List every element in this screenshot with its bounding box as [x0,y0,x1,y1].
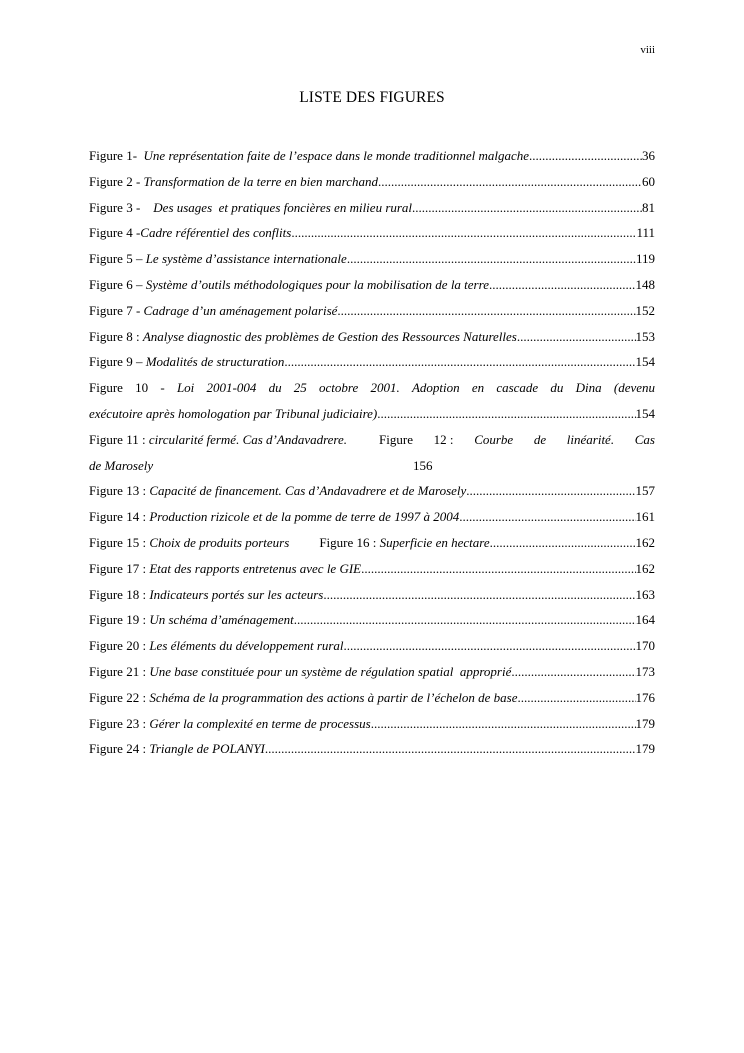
toc-entry-figure-10[interactable] [89,380,655,432]
entry-label: Figure 19 : [89,612,150,628]
entry-title: Etat des rapports entretenus avec le GIE [149,560,362,576]
word: 25 [293,380,307,396]
toc-entry-figure-24[interactable] [89,741,655,767]
dot-leader [337,303,635,319]
entry-title: Production rizicole et de la pomme de terre de 1997 à 2004 [149,509,460,525]
dot-leader [517,690,635,706]
word: 2001. [370,380,400,396]
page-title: LISTE DES FIGURES [299,89,445,106]
word: linéarité. [566,431,615,447]
entry-label: Figure 13 : [89,483,150,499]
entry-page: 162 [635,560,655,576]
entry-title: Schéma de la programmation des actions à partir de l’échelon de base [149,689,518,705]
toc-entry-figure-18[interactable] [89,587,655,613]
dot-leader [344,638,636,654]
entry-label: Figure 2 - [89,173,144,189]
entry-page: 164 [635,612,655,628]
entry-page: 119 [635,251,655,267]
entry-page: 60 [642,173,655,189]
entry-page: 81 [642,199,655,215]
dot-leader [466,483,635,499]
toc-entry-figure-19[interactable] [89,612,655,638]
entry-page: 156 [413,457,433,473]
entry-label: Figure 5 – [89,251,146,267]
entry-page: 152 [635,302,655,318]
entry-title: Système d’outils méthodologiques pour la mobilisation de la terre [145,276,489,292]
entry-page: 173 [635,663,655,679]
toc-entry-figure-21[interactable] [89,664,655,690]
entry-title: Un schéma d’aménagement [149,612,294,628]
entry-label: Figure 1- [89,148,144,163]
word: - [160,380,165,396]
entry-page: 176 [635,689,655,705]
entry-label: Figure 21 : [89,663,150,679]
entry-page: 148 [635,276,655,292]
dot-leader [291,225,636,241]
entry-page: 157 [635,483,655,499]
toc-entry-figure-14[interactable] [89,509,655,535]
word: de [533,431,547,447]
toc-entry-figure-7[interactable] [89,303,655,329]
word: Dina [575,380,602,396]
word: Figure [89,380,123,396]
entry-label: Figure 22 : [89,689,150,705]
word: Loi [176,380,195,396]
entry-label: Figure 8 : [89,328,143,344]
entry-title: Analyse diagnostic des problèmes de Gestion des Ressources Naturelles [142,328,517,344]
entry-title: Indicateurs portés sur les acteurs [149,586,324,602]
entry-label: Figure 3 - [89,199,154,215]
entry-title: Cadrage d’un aménagement polarisé [143,302,338,318]
entry-label: Figure 20 : [89,638,150,654]
word: (devenu [613,380,655,396]
dot-leader [517,329,636,345]
toc-entry-figure-13[interactable] [89,483,655,509]
entry-page: 179 [635,741,655,757]
entry-title: Gérer la complexité en terme de processus [149,715,371,731]
dot-leader [511,664,635,680]
entry-label: Figure 9 – [89,354,146,370]
toc-entry-figure-1[interactable] [89,148,655,174]
dot-leader [284,354,635,370]
entry-page: 154 [635,354,655,370]
page-number: viii [640,44,655,56]
dot-leader [459,509,635,525]
entry-title: Cadre référentiel des conflits [140,225,292,241]
figure-list [89,148,655,767]
toc-entry-figure-9[interactable] [89,354,655,380]
entry-title: Modalités de structuration [145,354,285,370]
entry-label: Figure 6 – [89,276,146,292]
dot-leader [378,174,642,190]
justified-line [89,380,655,406]
word: Figure [379,431,413,447]
entry-label: Figure 17 : [89,560,150,576]
entry-title: Triangle de POLANYI [149,741,265,757]
dot-leader [347,251,636,267]
entry-title: exécutoire après homologation par Tribunal judiciaire) [89,405,378,421]
entry-title: Le système d’assistance internationale [145,251,347,267]
entry-label: Figure 11 : [89,431,149,447]
entry-label: Figure 18 : [89,586,150,602]
toc-entry-figure-4[interactable] [89,225,655,251]
toc-entry-figure-22[interactable] [89,690,655,716]
entry-page: 111 [636,225,655,241]
dot-leader [323,587,635,603]
toc-entry-figure-20[interactable] [89,638,655,664]
entry-label: Figure 16 : [319,534,380,550]
entry-page: 170 [635,638,655,654]
entry-title: Transformation de la terre en bien marchand [143,173,379,189]
entry-title: de Marosely [89,457,154,473]
dot-leader [361,561,635,577]
dot-leader [529,148,642,164]
entry-label: Figure 24 : [89,741,150,757]
entry-label: Figure 23 : [89,715,150,731]
toc-entry-figure-6[interactable] [89,277,655,303]
entry-title: Des usages et pratiques foncières en milieu rural [153,199,413,215]
dot-leader [377,406,635,422]
entry-page: 36 [642,148,655,163]
entry-page: 154 [635,405,655,421]
entry-title: Capacité de financement. Cas d’Andavadrere et de Marosely [149,483,467,499]
dot-leader [371,716,636,732]
dot-leader [490,535,636,551]
word: 2001-004 [206,380,257,396]
entry-page: 161 [635,509,655,525]
toc-entry-figure-15-16[interactable] [89,535,655,561]
word: Adoption [411,380,460,396]
continuation-line [89,458,655,484]
toc-entry-figure-17[interactable] [89,561,655,587]
continuation-line [89,406,655,432]
dot-leader [489,277,636,293]
entry-title: Choix de produits porteurs [149,534,290,550]
entry-label: Figure 4 - [89,225,141,241]
dot-leader [265,741,636,757]
entry-title: circularité fermé. Cas d’Andavadrere. [148,431,348,447]
word: cascade [496,380,539,396]
entry-page: 153 [635,328,655,344]
entry-page: 179 [635,715,655,731]
toc-entry-figure-23[interactable] [89,716,655,742]
entry-title: Une base constituée pour un système de régulation spatial approprié [149,663,512,679]
entry-label: Figure 15 : [89,534,150,550]
combined-line [89,432,655,458]
toc-entry-figure-2[interactable] [89,174,655,200]
toc-entry-figure-8[interactable] [89,329,655,355]
word: Courbe [474,431,514,447]
dot-leader [412,200,642,216]
word: Cas [634,431,655,447]
word: du [550,380,564,396]
entry-page: 163 [635,586,655,602]
word: du [268,380,282,396]
entry-label: Figure 14 : [89,509,150,525]
toc-entry-figure-5[interactable] [89,251,655,277]
entry-title: Superficie en hectare [379,534,490,550]
entry-page: 162 [635,534,655,550]
entry-label: Figure 7 - [89,302,144,318]
toc-entry-figure-11-12[interactable] [89,432,655,484]
word: octobre [319,380,359,396]
dot-leader [294,612,636,628]
word: 10 [135,380,149,396]
toc-entry-figure-3[interactable] [89,200,655,226]
word: 12 : [433,431,454,447]
word: en [471,380,485,396]
figure-12-segment [379,432,655,448]
entry-title: Une représentation faite de l’espace dans le monde traditionnel malgache [143,148,529,163]
entry-title: Les éléments du développement rural [149,638,344,654]
